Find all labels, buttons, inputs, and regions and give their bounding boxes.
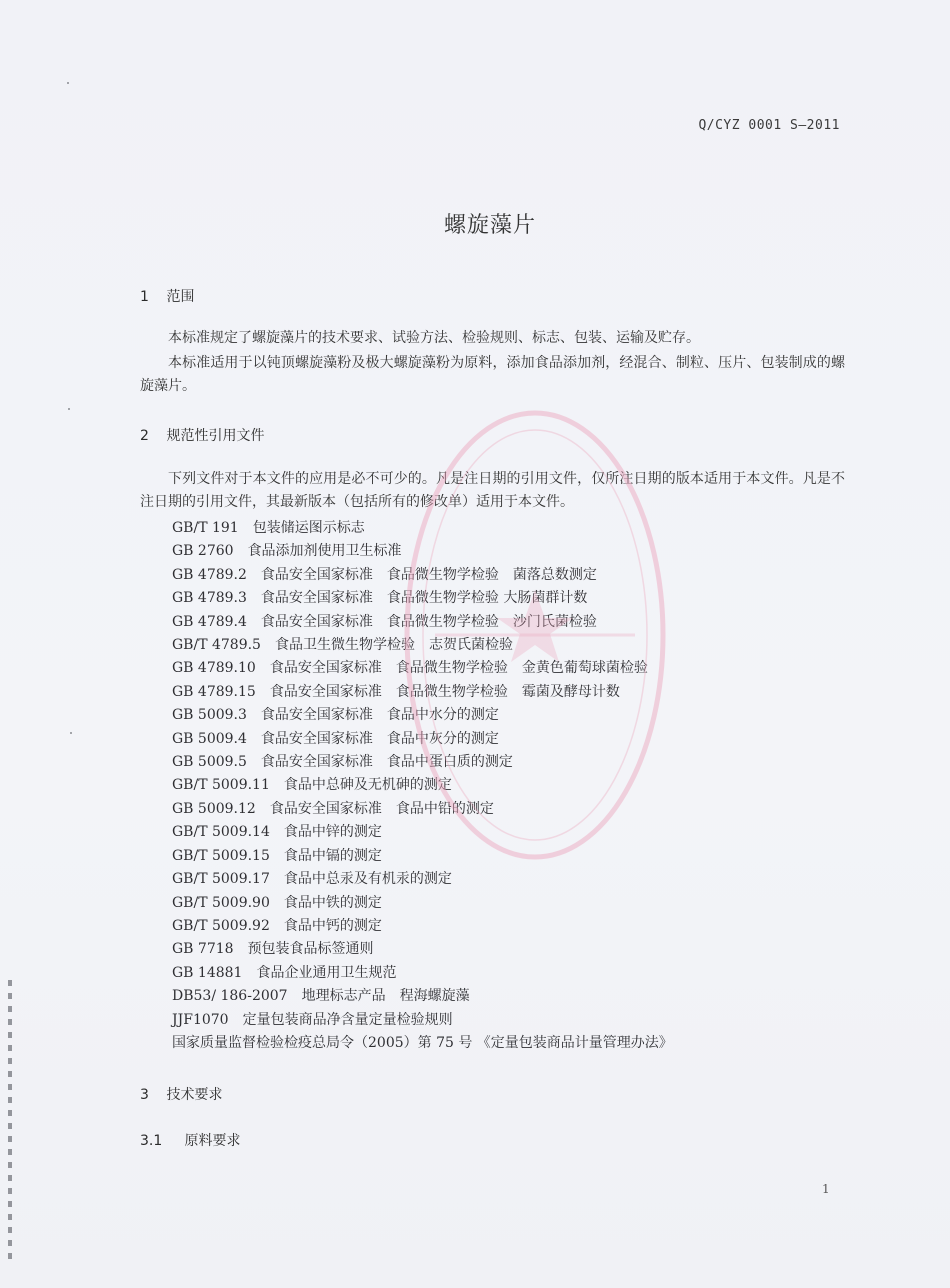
reference-title: 食品企业通用卫生规范	[256, 964, 397, 981]
reference-item	[172, 517, 673, 540]
reference-title: 食品中锌的测定	[283, 824, 382, 841]
reference-code: GB 4789.10	[172, 660, 256, 677]
reference-title: 食品中钙的测定	[283, 917, 382, 934]
reference-code: GB 5009.12	[172, 800, 256, 817]
reference-title: 食品中总汞及有机汞的测定	[283, 871, 452, 888]
section-number: 3	[140, 1087, 149, 1103]
reference-code: GB 4789.2	[172, 566, 247, 583]
reference-code: GB 2760	[172, 543, 234, 560]
reference-title: 食品中镉的测定	[283, 847, 382, 864]
section-number: 1	[140, 289, 149, 305]
reference-title: 食品安全国家标准 食品微生物学检验 沙门氏菌检验	[260, 613, 597, 630]
reference-code: JJF1070	[172, 1011, 229, 1028]
reference-title: 食品卫生微生物学检验 志贺氏菌检验	[274, 637, 513, 654]
reference-title: 包装储运图示标志	[252, 520, 365, 536]
section-title: 规范性引用文件	[166, 428, 265, 444]
reference-item	[172, 915, 673, 938]
reference-code: GB/T 5009.92	[172, 917, 270, 934]
reference-item	[172, 1009, 673, 1032]
page-number: 1	[822, 1182, 830, 1196]
reference-item	[172, 704, 673, 727]
reference-code: GB/T 5009.17	[172, 871, 270, 888]
reference-code: GB 5009.4	[172, 730, 247, 747]
reference-item	[172, 540, 673, 563]
reference-code: GB/T 5009.15	[172, 847, 270, 864]
reference-title: 预包装食品标签通则	[247, 941, 374, 958]
reference-item	[172, 587, 673, 610]
reference-code: GB/T 5009.11	[172, 777, 270, 794]
reference-title: 食品中总砷及无机砷的测定	[283, 777, 452, 794]
reference-list	[172, 517, 673, 1055]
reference-item	[172, 798, 673, 821]
reference-title: 国家质量监督检验检疫总局令（2005）第 75 号 《定量包装商品计量管理办法》	[172, 1034, 673, 1051]
reference-item	[172, 938, 673, 961]
reference-item	[172, 611, 673, 634]
reference-item	[172, 821, 673, 844]
section-heading-raw-material	[140, 1130, 240, 1150]
document-title: 螺旋藻片	[443, 213, 536, 238]
reference-title: 食品添加剂使用卫生标准	[247, 543, 402, 560]
reference-code: GB 4789.4	[172, 613, 247, 630]
reference-item	[172, 634, 673, 657]
reference-code: GB 5009.3	[172, 707, 247, 724]
section-number: 2	[140, 428, 149, 444]
reference-code: GB/T 4789.5	[172, 637, 261, 654]
reference-item	[172, 1032, 673, 1055]
reference-item	[172, 962, 673, 985]
reference-code: GB/T 191	[172, 520, 239, 536]
reference-code: GB 4789.3	[172, 590, 247, 607]
scope-paragraph-1: 本标准规定了螺旋藻片的技术要求、试验方法、检验规则、标志、包装、运输及贮存。	[168, 330, 700, 346]
reference-item	[172, 751, 673, 774]
reference-title: 食品安全国家标准 食品微生物学检验 大肠菌群计数	[260, 590, 588, 607]
section-heading-references	[140, 425, 264, 445]
reference-title: 食品安全国家标准 食品中水分的测定	[260, 707, 499, 724]
reference-title: 食品安全国家标准 食品中铅的测定	[269, 800, 494, 817]
scope-paragraph-2: 本标准适用于以钝顶螺旋藻粉及极大螺旋藻粉为原料，添加食品添加剂，经混合、制粒、压片、包装制成的螺旋藻片。	[140, 355, 845, 394]
section-heading-technical	[140, 1084, 222, 1104]
scan-dust	[67, 82, 69, 84]
reference-item	[172, 774, 673, 797]
reference-title: 食品安全国家标准 食品中灰分的测定	[260, 730, 499, 747]
reference-item	[172, 868, 673, 891]
section-title: 技术要求	[166, 1087, 223, 1103]
reference-item	[172, 681, 673, 704]
reference-code: DB53/ 186-2007	[172, 988, 288, 1005]
reference-title: 食品安全国家标准 食品中蛋白质的测定	[260, 754, 513, 771]
reference-code: GB 14881	[172, 964, 243, 981]
standard-code: Q/CYZ 0001 S—2011	[698, 118, 840, 133]
reference-item	[172, 892, 673, 915]
references-intro: 下列文件对于本文件的应用是必不可少的。凡是注日期的引用文件，仅所注日期的版本适用于本文件。凡是不注日期的引用文件，其最新版本（包括所有的修改单）适用于本文件。	[140, 471, 845, 510]
reference-code: GB/T 5009.90	[172, 894, 270, 911]
reference-item	[172, 564, 673, 587]
section-title: 范围	[166, 289, 195, 305]
reference-item	[172, 728, 673, 751]
reference-title: 定量包装商品净含量定量检验规则	[242, 1011, 453, 1028]
reference-code: GB/T 5009.14	[172, 824, 270, 841]
reference-title: 食品中铁的测定	[283, 894, 382, 911]
reference-title: 食品安全国家标准 食品微生物学检验 金黄色葡萄球菌检验	[269, 660, 648, 677]
reference-code: GB 7718	[172, 941, 234, 958]
scan-edge-artifact	[8, 980, 12, 1260]
reference-item	[172, 985, 673, 1008]
reference-item	[172, 657, 673, 680]
reference-item	[172, 845, 673, 868]
reference-code: GB 4789.15	[172, 683, 256, 700]
scan-dust	[68, 408, 70, 410]
section-number: 3.1	[140, 1133, 163, 1149]
reference-title: 食品安全国家标准 食品微生物学检验 霉菌及酵母计数	[269, 683, 620, 700]
section-title: 原料要求	[184, 1133, 241, 1149]
reference-code: GB 5009.5	[172, 754, 247, 771]
scan-dust	[70, 732, 72, 734]
reference-title: 食品安全国家标准 食品微生物学检验 菌落总数测定	[260, 566, 597, 583]
section-heading-scope	[140, 286, 194, 306]
reference-title: 地理标志产品 程海螺旋藻	[301, 988, 470, 1005]
